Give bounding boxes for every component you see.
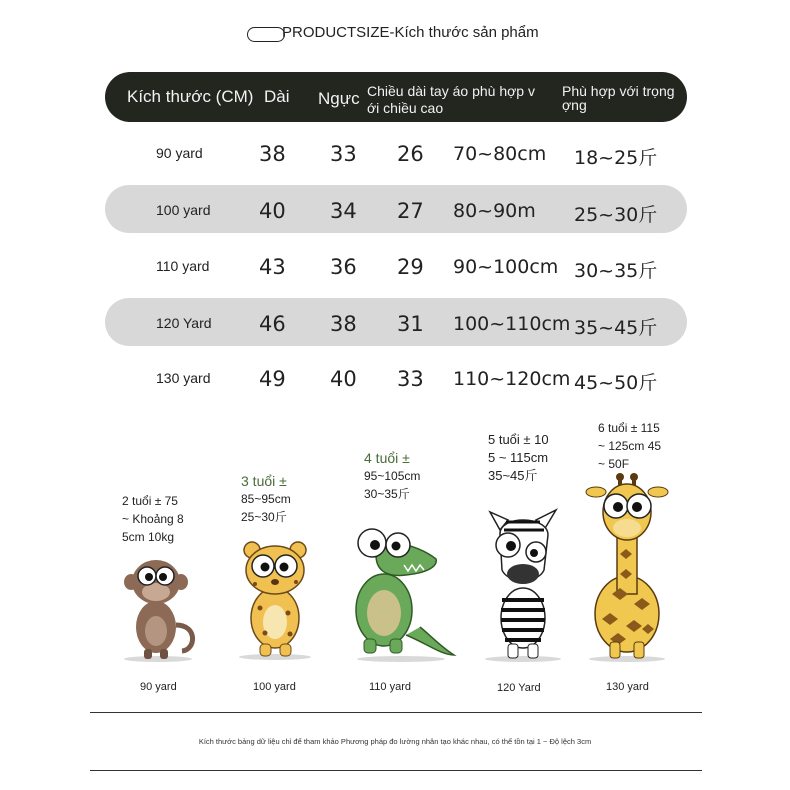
row-length: 46 <box>259 312 286 336</box>
row-height: 70~80cm <box>453 143 547 165</box>
caption-110: 110 yard <box>369 681 411 693</box>
row-chest: 33 <box>330 142 357 166</box>
leopard-illustration <box>230 538 320 663</box>
row-weight: 25~30斤 <box>574 204 658 226</box>
caption-120: 120 Yard <box>497 682 541 694</box>
row-length: 49 <box>259 367 286 391</box>
age-label-2y: 2 tuổi ± 75 ~ Khoảng 8 5cm 10kg <box>122 494 184 544</box>
row-size: 90 yard <box>156 145 203 161</box>
giraffe-illustration <box>582 474 672 664</box>
monkey-illustration <box>118 555 198 665</box>
row-chest: 40 <box>330 367 357 391</box>
row-sleeve: 29 <box>397 255 424 279</box>
row-sleeve: 27 <box>397 199 424 223</box>
header-length: Dài <box>264 87 290 106</box>
zebra-illustration <box>478 500 568 665</box>
page-title: PRODUCTSIZE-Kích thước sản phẩm <box>282 24 539 41</box>
row-length: 38 <box>259 142 286 166</box>
row-weight: 30~35斤 <box>574 260 658 282</box>
header-chest: Ngực <box>318 89 360 108</box>
header-weight-1: Phù hợp với trọng <box>562 83 675 99</box>
header-sleeve-1: Chiều dài tay áo phù hợp v <box>367 83 535 99</box>
row-length: 40 <box>259 199 286 223</box>
caption-100: 100 yard <box>253 681 296 693</box>
row-chest: 34 <box>330 199 357 223</box>
age-label-6y: 6 tuổi ± 115 ~ 125cm 45 ~ 50F <box>598 421 662 471</box>
age-label-3y: 3 tuổi ± 85~95cm 25~30斤 <box>241 473 291 524</box>
header-sleeve-2: ới chiều cao <box>367 100 444 116</box>
row-weight: 35~45斤 <box>574 317 658 339</box>
row-length: 43 <box>259 255 286 279</box>
footnote: Kích thước bảng dữ liệu chỉ để tham khảo Phương pháp đo lường nhân tạo khác nhau, có thể tồn tại 1 ~ Độ lệch 3cm <box>198 737 592 746</box>
row-height: 90~100cm <box>453 256 559 278</box>
age-label-5y: 5 tuổi ± 10 5 ~ 115cm 35~45斤 <box>488 432 549 483</box>
age-label-4y: 4 tuổi ± 95~105cm 30~35斤 <box>364 450 421 501</box>
row-chest: 38 <box>330 312 357 336</box>
row-size: 110 yard <box>156 258 210 274</box>
row-weight: 45~50斤 <box>574 372 658 394</box>
title-pill-icon <box>247 27 285 42</box>
row-size: 100 yard <box>156 202 211 218</box>
row-height: 80~90m <box>453 200 536 222</box>
row-sleeve: 31 <box>397 312 424 336</box>
row-height: 100~110cm <box>453 313 571 335</box>
caption-130: 130 yard <box>606 681 649 693</box>
row-height: 110~120cm <box>453 368 571 390</box>
row-weight: 18~25斤 <box>574 147 658 169</box>
row-chest: 36 <box>330 255 357 279</box>
crocodile-illustration <box>346 515 456 665</box>
caption-90: 90 yard <box>140 681 177 693</box>
divider-top <box>90 712 702 713</box>
row-sleeve: 33 <box>397 367 424 391</box>
divider-bottom <box>90 770 702 771</box>
header-size: Kích thước (CM) <box>127 87 254 106</box>
row-size: 130 yard <box>156 370 211 386</box>
row-size: 120 Yard <box>156 315 212 331</box>
header-weight-2: ợng <box>562 97 587 113</box>
row-sleeve: 26 <box>397 142 424 166</box>
